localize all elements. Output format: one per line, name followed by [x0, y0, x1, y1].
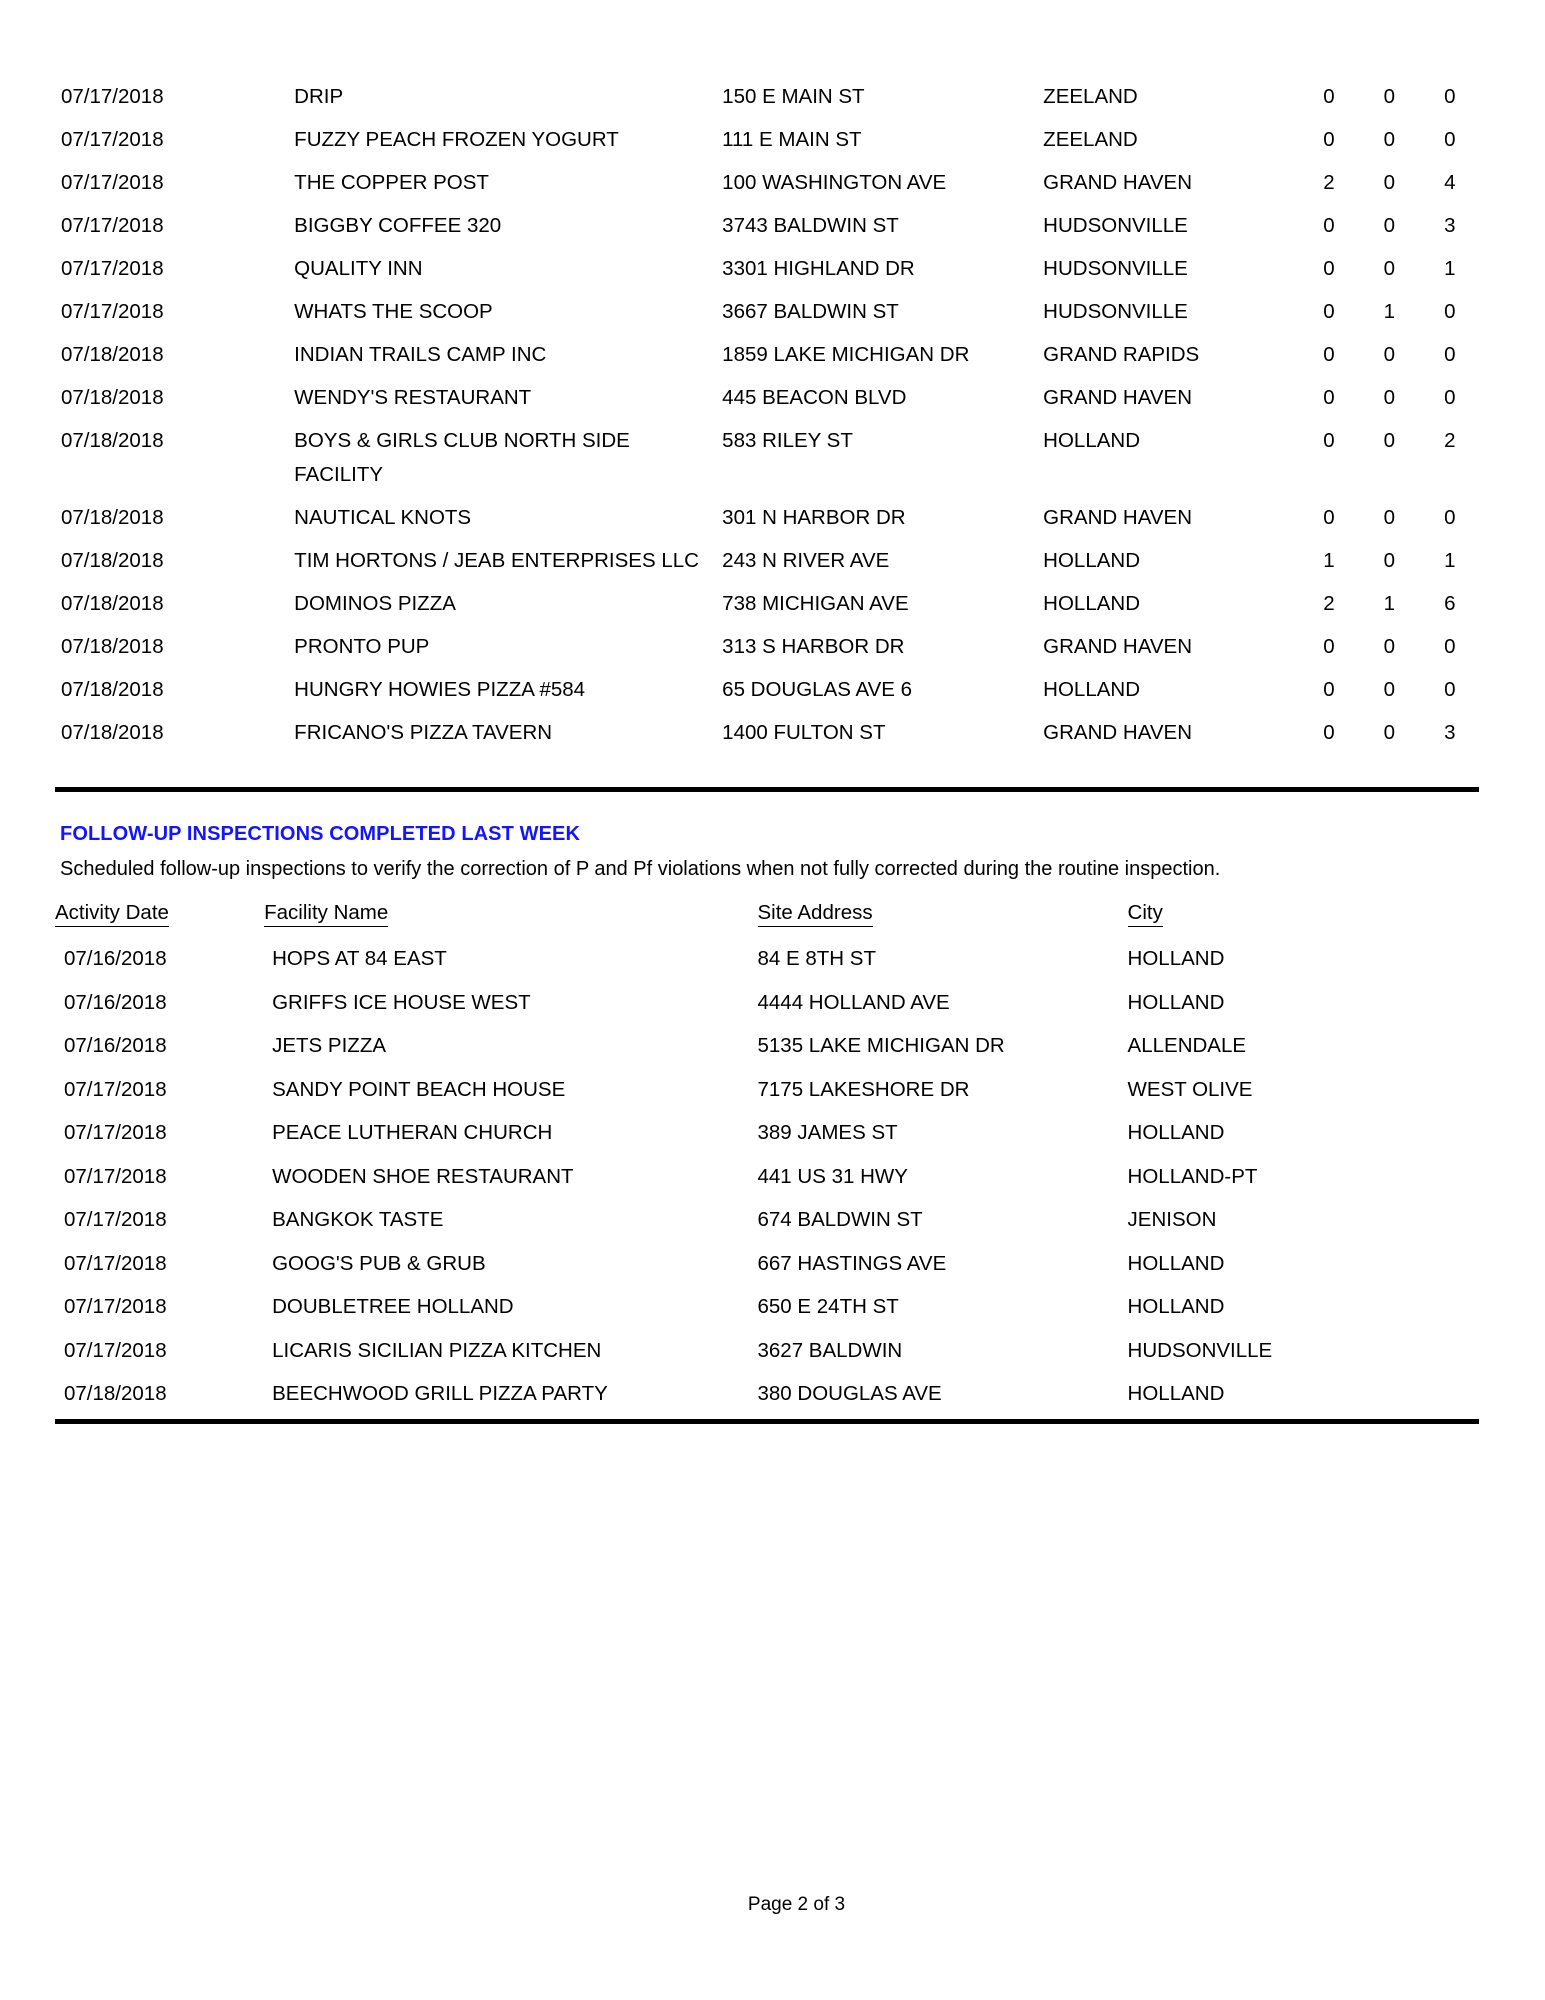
- table-row: [55, 295, 1480, 338]
- cell-n2: 0: [1383, 721, 1396, 744]
- cell-address: 84 E 8TH ST: [757, 947, 876, 970]
- table-row: [55, 942, 1480, 986]
- followup-section-subtitle: Scheduled follow-up inspections to verify the correction of P and Pf violations when not fully corrected during the routine inspection.: [60, 858, 1221, 880]
- cell-facility: QUALITY INN: [294, 257, 423, 280]
- cell-n3: 3: [1444, 721, 1456, 744]
- cell-date: 07/17/2018: [61, 171, 164, 194]
- cell-n2: 0: [1383, 85, 1396, 108]
- cell-address: 650 E 24TH ST: [757, 1295, 899, 1318]
- cell-n3: 0: [1444, 85, 1456, 108]
- cell-date: 07/18/2018: [61, 549, 164, 572]
- cell-n1: 0: [1323, 678, 1335, 701]
- cell-city: HOLLAND: [1043, 549, 1141, 572]
- cell-city: HOLLAND: [1043, 429, 1141, 452]
- cell-city: WEST OLIVE: [1127, 1077, 1253, 1101]
- cell-spacer: [1289, 166, 1299, 209]
- cell-address: 3627 BALDWIN: [757, 1338, 903, 1362]
- cell-city: HOLLAND: [1127, 1295, 1225, 1318]
- cell-date: 07/17/2018: [64, 1164, 167, 1188]
- cell-city: HUDSONVILLE: [1043, 214, 1188, 237]
- cell-facility: PEACE LUTHERAN CHURCH: [272, 1121, 553, 1144]
- cell-date: 07/18/2018: [61, 429, 164, 452]
- cell-n2: 0: [1383, 128, 1396, 151]
- cell-address: 3667 BALDWIN ST: [722, 300, 899, 323]
- cell-date: 07/16/2018: [64, 947, 167, 970]
- cell-facility: BEECHWOOD GRILL PIZZA PARTY: [272, 1382, 608, 1405]
- cell-city: HUDSONVILLE: [1043, 300, 1188, 323]
- table-row: [55, 587, 1480, 630]
- cell-n1: 1: [1323, 549, 1335, 572]
- cell-date: 07/18/2018: [61, 635, 164, 658]
- cell-date: 07/18/2018: [61, 721, 164, 744]
- cell-city: JENISON: [1127, 1208, 1217, 1231]
- cell-date: 07/17/2018: [61, 300, 164, 323]
- cell-n1: 0: [1323, 257, 1335, 280]
- cell-city: GRAND HAVEN: [1043, 506, 1193, 529]
- cell-address: 111 E MAIN ST: [722, 128, 862, 151]
- cell-date: 07/18/2018: [64, 1382, 167, 1405]
- cell-n1: 0: [1323, 343, 1335, 366]
- column-header-site-address-label: Site Address: [758, 901, 873, 927]
- cell-n3: 4: [1444, 171, 1456, 194]
- cell-city: ZEELAND: [1043, 85, 1138, 108]
- cell-facility: FRICANO'S PIZZA TAVERN: [294, 721, 553, 744]
- cell-city: HOLLAND: [1043, 592, 1141, 615]
- cell-city: HOLLAND: [1127, 947, 1225, 970]
- cell-spacer: [1289, 381, 1299, 424]
- table-row: [55, 630, 1480, 673]
- cell-date: 07/17/2018: [64, 1295, 167, 1318]
- cell-n2: 0: [1383, 171, 1396, 194]
- cell-address: 441 US 31 HWY: [757, 1164, 908, 1188]
- cell-address: 150 E MAIN ST: [722, 85, 865, 108]
- cell-n3: 0: [1444, 678, 1456, 701]
- cell-n1: 2: [1323, 171, 1335, 194]
- table-row: [55, 209, 1480, 252]
- table-row: [55, 1290, 1480, 1334]
- cell-address: 738 MICHIGAN AVE: [722, 592, 909, 615]
- table-row: [55, 1073, 1480, 1117]
- followup-table-body: [55, 942, 1480, 1421]
- cell-address: 445 BEACON BLVD: [722, 386, 907, 409]
- cell-city: HOLLAND: [1127, 990, 1225, 1014]
- table-row: [55, 166, 1480, 209]
- table-row: [55, 1247, 1480, 1291]
- page-footer: [0, 1894, 1545, 1916]
- cell-n2: 0: [1383, 429, 1396, 452]
- followup-table-header: [55, 898, 1480, 942]
- cell-city: GRAND RAPIDS: [1043, 343, 1200, 366]
- cell-date: 07/18/2018: [61, 678, 164, 701]
- cell-n3: 0: [1444, 300, 1456, 323]
- table-row: [55, 80, 1480, 123]
- cell-address: 1859 LAKE MICHIGAN DR: [722, 343, 970, 366]
- cell-address: 389 JAMES ST: [757, 1121, 898, 1144]
- cell-facility: FUZZY PEACH FROZEN YOGURT: [294, 128, 619, 151]
- cell-address: 674 BALDWIN ST: [757, 1208, 923, 1231]
- cell-spacer: [1289, 209, 1299, 252]
- section-divider-rule-bottom: [55, 1419, 1479, 1424]
- cell-n3: 1: [1444, 257, 1456, 280]
- cell-facility: GRIFFS ICE HOUSE WEST: [272, 990, 531, 1014]
- cell-n2: 0: [1383, 506, 1396, 529]
- cell-n3: 1: [1444, 549, 1456, 572]
- cell-date: 07/18/2018: [61, 386, 164, 409]
- cell-n3: 0: [1444, 386, 1456, 409]
- cell-date: 07/18/2018: [61, 343, 164, 366]
- cell-n3: 0: [1444, 635, 1456, 658]
- cell-facility: WHATS THE SCOOP: [294, 300, 493, 323]
- table-row: [55, 123, 1480, 166]
- cell-n1: 0: [1323, 386, 1335, 409]
- column-header-activity-date-label: Activity Date: [55, 901, 169, 927]
- cell-facility: JETS PIZZA: [272, 1034, 387, 1057]
- cell-city: ALLENDALE: [1127, 1034, 1247, 1057]
- cell-n1: 0: [1323, 214, 1335, 237]
- followup-section-heading: FOLLOW-UP INSPECTIONS COMPLETED LAST WEEK: [60, 823, 580, 845]
- cell-date: 07/17/2018: [64, 1208, 167, 1231]
- cell-address: 380 DOUGLAS AVE: [757, 1382, 942, 1405]
- cell-facility: HOPS AT 84 EAST: [272, 947, 447, 970]
- cell-facility: NAUTICAL KNOTS: [294, 506, 472, 529]
- cell-date: 07/16/2018: [64, 1034, 167, 1057]
- table-row: [55, 501, 1480, 544]
- cell-spacer: [1289, 295, 1299, 338]
- cell-n1: 2: [1323, 592, 1335, 615]
- cell-facility: DRIP: [294, 85, 344, 108]
- table-row: [55, 424, 1480, 501]
- cell-n3: 0: [1444, 506, 1456, 529]
- cell-address: 3743 BALDWIN ST: [722, 214, 899, 237]
- cell-date: 07/17/2018: [61, 257, 164, 280]
- routine-table-body: [55, 80, 1480, 759]
- cell-city: GRAND HAVEN: [1043, 171, 1193, 194]
- cell-n3: 0: [1444, 343, 1456, 366]
- table-row: [55, 252, 1480, 295]
- table-row: [55, 1116, 1480, 1160]
- cell-n2: 0: [1383, 386, 1396, 409]
- table-row: [55, 986, 1480, 1030]
- column-header-city-label: City: [1128, 901, 1163, 927]
- cell-date: 07/17/2018: [64, 1338, 167, 1362]
- cell-n2: 0: [1383, 343, 1396, 366]
- cell-spacer: [1289, 80, 1299, 123]
- cell-facility: DOUBLETREE HOLLAND: [272, 1295, 514, 1318]
- table-row: [55, 544, 1480, 587]
- table-row: [55, 1377, 1480, 1421]
- cell-spacer: [1289, 630, 1299, 673]
- cell-n2: 0: [1383, 214, 1396, 237]
- cell-n3: 0: [1444, 128, 1456, 151]
- cell-city: GRAND HAVEN: [1043, 635, 1193, 658]
- cell-address: 1400 FULTON ST: [722, 721, 886, 744]
- cell-n2: 1: [1383, 300, 1396, 323]
- section-divider-rule-top: [55, 787, 1479, 792]
- cell-city: ZEELAND: [1043, 128, 1138, 151]
- cell-facility: BANGKOK TASTE: [272, 1208, 444, 1231]
- cell-date: 07/17/2018: [61, 214, 164, 237]
- cell-facility: GOOG'S PUB & GRUB: [272, 1251, 486, 1275]
- followup-header-row: [55, 898, 1480, 942]
- cell-facility: BOYS & GIRLS CLUB NORTH SIDE FACILITY: [294, 429, 630, 486]
- cell-facility: INDIAN TRAILS CAMP INC: [294, 343, 547, 366]
- cell-n1: 0: [1323, 721, 1335, 744]
- page-number-label: Page 2 of 3: [747, 1894, 846, 1915]
- table-row: [55, 1203, 1480, 1247]
- cell-city: HUDSONVILLE: [1127, 1338, 1273, 1362]
- column-header-site-address: [758, 898, 1128, 942]
- table-row: [55, 673, 1480, 716]
- cell-spacer: [1289, 123, 1299, 166]
- cell-n1: 0: [1323, 85, 1335, 108]
- cell-city: HUDSONVILLE: [1043, 257, 1188, 280]
- cell-facility: PRONTO PUP: [294, 635, 430, 658]
- cell-city: HOLLAND-PT: [1127, 1164, 1258, 1188]
- cell-facility: WENDY'S RESTAURANT: [294, 386, 532, 409]
- cell-n1: 0: [1323, 128, 1335, 151]
- cell-address: 583 RILEY ST: [722, 429, 853, 452]
- cell-date: 07/17/2018: [64, 1077, 167, 1101]
- cell-date: 07/17/2018: [61, 85, 164, 108]
- cell-address: 3301 HIGHLAND DR: [722, 257, 915, 280]
- table-row: [55, 381, 1480, 424]
- cell-facility: BIGGBY COFFEE 320: [294, 214, 502, 237]
- cell-address: 100 WASHINGTON AVE: [722, 171, 947, 194]
- cell-facility: DOMINOS PIZZA: [294, 592, 456, 615]
- cell-n2: 0: [1383, 257, 1396, 280]
- cell-facility: WOODEN SHOE RESTAURANT: [272, 1164, 574, 1188]
- cell-n2: 1: [1383, 592, 1396, 615]
- cell-spacer: [1289, 544, 1299, 587]
- cell-facility: SANDY POINT BEACH HOUSE: [272, 1077, 566, 1101]
- cell-date: 07/18/2018: [61, 506, 164, 529]
- cell-city: HOLLAND: [1127, 1121, 1225, 1144]
- cell-n3: 6: [1444, 592, 1456, 615]
- cell-date: 07/18/2018: [61, 592, 164, 615]
- cell-facility: THE COPPER POST: [294, 171, 489, 194]
- cell-address: 667 HASTINGS AVE: [757, 1251, 947, 1275]
- column-header-city: [1128, 898, 1480, 942]
- cell-city: HOLLAND: [1043, 678, 1141, 701]
- cell-facility: LICARIS SICILIAN PIZZA KITCHEN: [272, 1338, 602, 1362]
- cell-date: 07/17/2018: [64, 1251, 167, 1275]
- cell-city: HOLLAND: [1127, 1382, 1225, 1405]
- cell-facility: HUNGRY HOWIES PIZZA #584: [294, 678, 586, 701]
- cell-n3: 2: [1444, 429, 1456, 452]
- table-row: [55, 338, 1480, 381]
- cell-n1: 0: [1323, 429, 1335, 452]
- table-row: [55, 1160, 1480, 1204]
- cell-date: 07/17/2018: [64, 1121, 167, 1144]
- cell-date: 07/16/2018: [64, 990, 167, 1014]
- cell-city: GRAND HAVEN: [1043, 721, 1193, 744]
- cell-facility: TIM HORTONS / JEAB ENTERPRISES LLC: [294, 549, 699, 572]
- cell-address: 5135 LAKE MICHIGAN DR: [757, 1034, 1005, 1057]
- column-header-activity-date: [55, 898, 264, 942]
- table-row: [55, 716, 1480, 759]
- cell-n1: 0: [1323, 635, 1335, 658]
- cell-address: 243 N RIVER AVE: [722, 549, 890, 572]
- followup-inspections-table: [55, 898, 1480, 1421]
- cell-spacer: [1289, 252, 1299, 295]
- cell-spacer: [1289, 501, 1299, 544]
- column-header-facility-name-label: Facility Name: [264, 901, 388, 927]
- cell-n3: 3: [1444, 214, 1456, 237]
- cell-address: 301 N HARBOR DR: [722, 506, 906, 529]
- cell-address: 65 DOUGLAS AVE 6: [722, 678, 913, 701]
- cell-address: 313 S HARBOR DR: [722, 635, 905, 658]
- cell-address: 7175 LAKESHORE DR: [757, 1077, 970, 1101]
- cell-spacer: [1289, 673, 1299, 716]
- cell-city: HOLLAND: [1127, 1251, 1225, 1275]
- column-header-facility-name: [264, 898, 757, 942]
- cell-address: 4444 HOLLAND AVE: [757, 990, 950, 1014]
- routine-inspections-table: [55, 80, 1480, 759]
- cell-n1: 0: [1323, 506, 1335, 529]
- cell-spacer: [1289, 587, 1299, 630]
- table-row: [55, 1334, 1480, 1378]
- cell-n2: 0: [1383, 678, 1396, 701]
- cell-n2: 0: [1383, 549, 1396, 572]
- cell-city: GRAND HAVEN: [1043, 386, 1193, 409]
- cell-n2: 0: [1383, 635, 1396, 658]
- cell-spacer: [1289, 716, 1299, 759]
- cell-spacer: [1289, 424, 1299, 501]
- table-row: [55, 1029, 1480, 1073]
- cell-spacer: [1289, 338, 1299, 381]
- cell-date: 07/17/2018: [61, 128, 164, 151]
- cell-n1: 0: [1323, 300, 1335, 323]
